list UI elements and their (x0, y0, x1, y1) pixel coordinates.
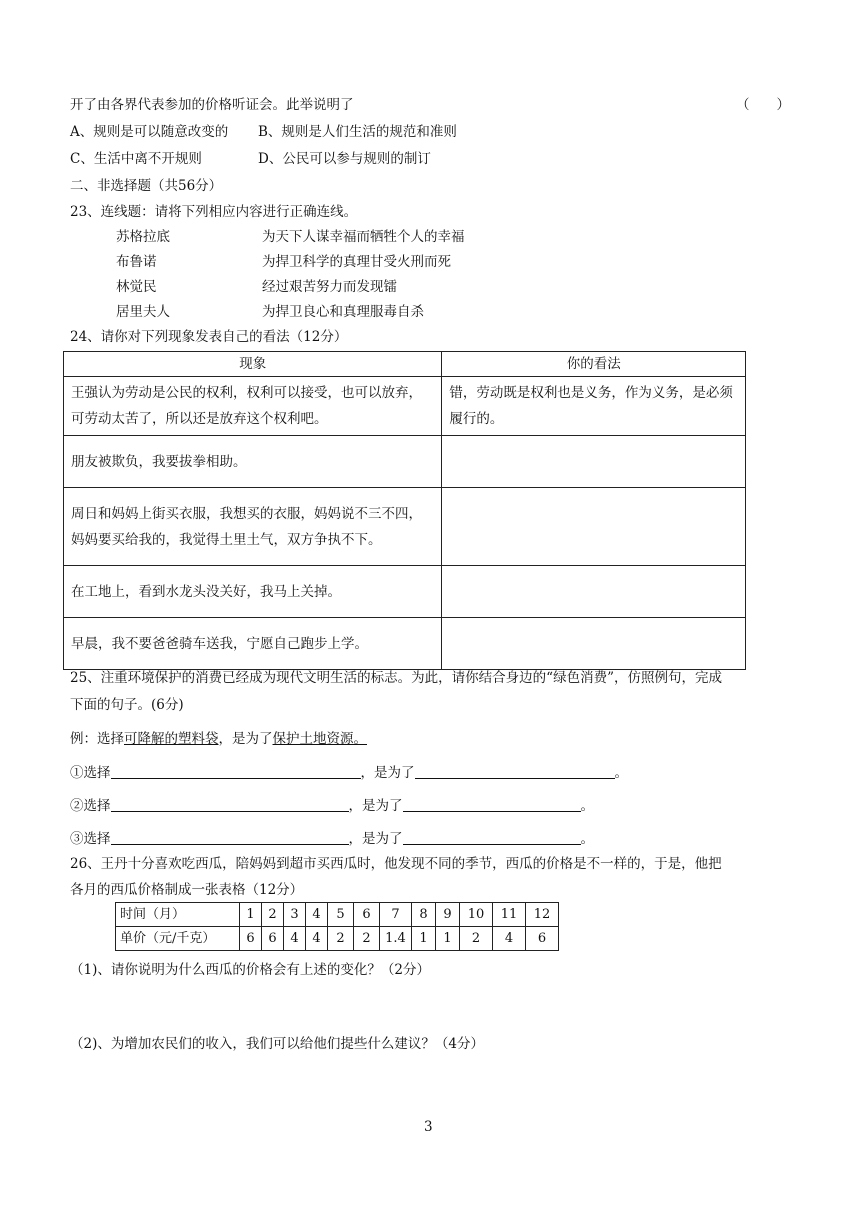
price-cell: 4 (284, 927, 306, 951)
blank-period: 。 (614, 765, 628, 781)
q23-right-item: 为天下人谋幸福而牺牲个人的幸福 (262, 229, 465, 245)
example-prefix: 例：选择 (70, 731, 124, 747)
month-cell: 12 (526, 903, 559, 927)
q23-left-item: 林觉民 (116, 279, 157, 295)
blank-mid: ，是为了 (360, 765, 415, 781)
q23-left-item: 苏格拉底 (116, 229, 170, 245)
section-heading: 二、非选择题（共56分） (70, 178, 223, 194)
q23-prompt: 23、连线题：请将下列相应内容进行正确连线。 (70, 204, 358, 220)
blank-period: 。 (580, 798, 594, 814)
answer-blank[interactable] (111, 764, 361, 779)
phenomenon-cell: 周日和妈妈上街买衣服，我想买的衣服，妈妈说不三不四，妈妈要买给我的，我觉得土里土气，双方争执不下。 (64, 488, 442, 566)
answer-blank[interactable] (415, 764, 615, 779)
month-cell: 8 (412, 903, 436, 927)
phenomenon-cell: 早晨，我不要爸爸骑车送我，宁愿自己跑步上学。 (64, 618, 442, 670)
price-cell: 6 (262, 927, 284, 951)
price-row-label: 单价（元/千克） (116, 927, 240, 951)
price-cell: 1 (412, 927, 436, 951)
q22-answer-paren: （ ） (736, 97, 790, 113)
phenomenon-cell: 在工地上，看到水龙头没关好，我马上关掉。 (64, 566, 442, 618)
q26-subquestion-2: （2)、为增加农民们的收入，我们可以给他们提些什么建议？（4分） (70, 1036, 484, 1052)
answer-blank[interactable] (403, 830, 581, 845)
q22-option-a: A、规则是可以随意改变的 (70, 124, 229, 140)
q22-option-c: C、生活中离不开规则 (70, 151, 202, 167)
price-cell: 1.4 (380, 927, 412, 951)
q22-option-b: B、规则是人们生活的规范和准则 (258, 124, 457, 140)
answer-blank[interactable] (111, 830, 349, 845)
price-cell: 2 (460, 927, 493, 951)
q26-subquestion-1: （1)、请你说明为什么西瓜的价格会有上述的变化？（2分） (70, 962, 430, 978)
q24-prompt: 24、请你对下列现象发表自己的看法（12分） (70, 329, 348, 345)
opinion-cell[interactable]: 错，劳动既是权利也是义务，作为义务，是必须履行的。 (442, 377, 746, 436)
month-row-label: 时间（月） (116, 903, 240, 927)
q22-option-d: D、公民可以参与规则的制订 (258, 151, 431, 167)
month-cell: 11 (493, 903, 526, 927)
price-cell: 2 (328, 927, 354, 951)
q23-right-item: 为捍卫良心和真理服毒自杀 (262, 304, 424, 320)
month-cell: 5 (328, 903, 354, 927)
month-cell: 10 (460, 903, 493, 927)
month-cell: 9 (436, 903, 460, 927)
blank-prefix: ①选择 (70, 765, 111, 781)
month-row (116, 903, 559, 927)
q25-blank-line-3 (70, 830, 594, 847)
table-row (64, 566, 746, 618)
opinion-table (63, 351, 746, 670)
table-row (64, 436, 746, 488)
month-cell: 6 (354, 903, 380, 927)
q23-right-item: 经过艰苦努力而发现镭 (262, 279, 397, 295)
opinion-cell[interactable] (442, 488, 746, 566)
example-purpose: 保护土地资源。 (272, 731, 367, 747)
month-cell: 3 (284, 903, 306, 927)
column-header-phenomenon: 现象 (64, 352, 442, 377)
table-row (64, 618, 746, 670)
q22-stem-end: 开了由各界代表参加的价格听证会。此举说明了 (70, 97, 354, 113)
price-row (116, 927, 559, 951)
month-cell: 2 (262, 903, 284, 927)
opinion-cell[interactable] (442, 618, 746, 670)
month-cell: 1 (240, 903, 262, 927)
opinion-cell[interactable] (442, 436, 746, 488)
month-cell: 7 (380, 903, 412, 927)
q25-blank-line-1 (70, 764, 628, 781)
price-cell: 6 (526, 927, 559, 951)
table-row (64, 377, 746, 436)
blank-mid: ，是为了 (348, 798, 403, 814)
q25-blank-line-2 (70, 797, 594, 814)
blank-prefix: ②选择 (70, 798, 111, 814)
q23-left-item: 布鲁诺 (116, 254, 157, 270)
q25-prompt-line2: 下面的句子。(6分) (70, 697, 184, 713)
blank-period: 。 (580, 831, 594, 847)
q23-right-item: 为捍卫科学的真理甘受火刑而死 (262, 254, 451, 270)
price-cell: 1 (436, 927, 460, 951)
table-header-row (64, 352, 746, 377)
q25-prompt-line1: 25、注重环境保护的消费已经成为现代文明生活的标志。为此，请你结合身边的“绿色消费”，仿照例句，完成 (70, 670, 722, 686)
example-mid: ，是为了 (218, 731, 273, 747)
column-header-opinion: 你的看法 (442, 352, 746, 377)
price-cell: 2 (354, 927, 380, 951)
q25-example (70, 731, 367, 747)
phenomenon-cell: 王强认为劳动是公民的权利，权利可以接受，也可以放弃，可劳动太苦了，所以还是放弃这个权利吧。 (64, 377, 442, 436)
example-item: 可降解的塑料袋 (124, 731, 219, 747)
q26-prompt-line1: 26、王丹十分喜欢吃西瓜，陪妈妈到超市买西瓜时，他发现不同的季节，西瓜的价格是不一样的，于是，他把 (70, 856, 722, 872)
page-number: 3 (424, 1119, 433, 1135)
blank-prefix: ③选择 (70, 831, 111, 847)
q23-left-item: 居里夫人 (116, 304, 170, 320)
blank-mid: ，是为了 (348, 831, 403, 847)
q26-prompt-line2: 各月的西瓜价格制成一张表格（12分） (70, 882, 304, 898)
price-cell: 6 (240, 927, 262, 951)
price-cell: 4 (493, 927, 526, 951)
phenomenon-cell: 朋友被欺负，我要拔拳相助。 (64, 436, 442, 488)
opinion-cell[interactable] (442, 566, 746, 618)
answer-blank[interactable] (403, 797, 581, 812)
price-cell: 4 (306, 927, 328, 951)
table-row (64, 488, 746, 566)
month-cell: 4 (306, 903, 328, 927)
answer-blank[interactable] (111, 797, 349, 812)
watermelon-price-table (115, 902, 559, 951)
